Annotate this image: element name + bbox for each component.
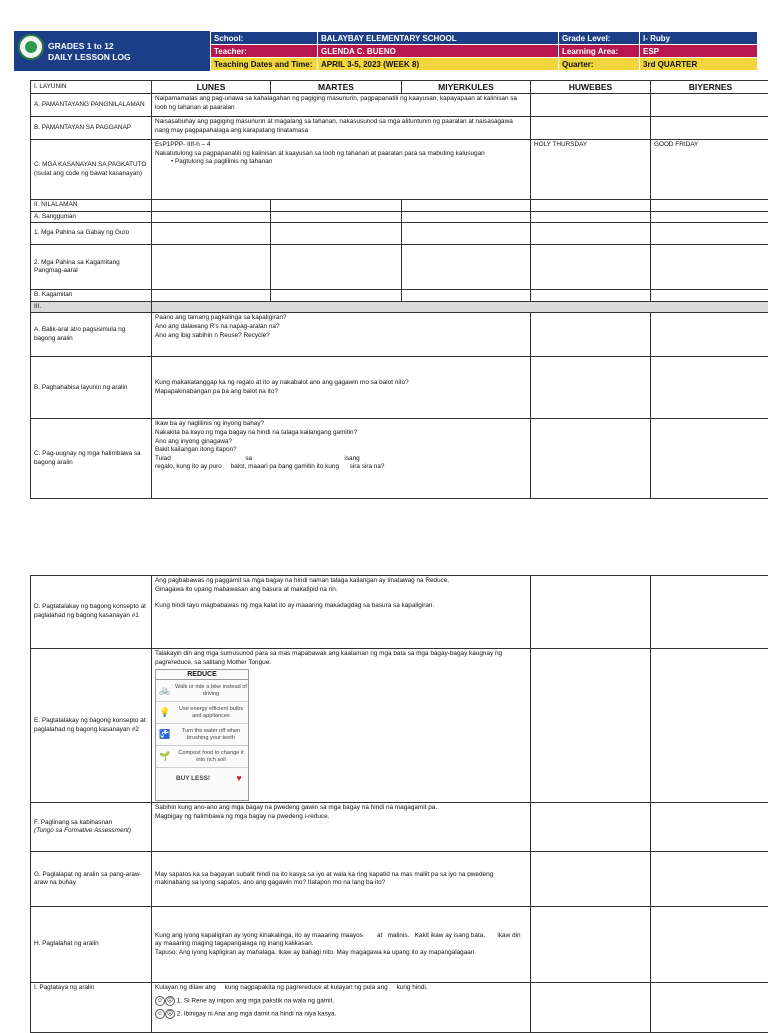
h-line: Kung ang iyong kapaligiran ay iyong kinakalinga, ito ay maaaring maayos at malinis. Kakit ikaw ay isang bata, ikaw din ay maaaring maging tagapangalaga ng inang kalikasan.	[155, 932, 527, 949]
empty-cell	[531, 983, 651, 1033]
faucet-icon: 🚰	[156, 730, 174, 739]
quarter-value: 3rd QUARTER	[640, 58, 758, 71]
kasanayan-code: EsP1PPP- IIIf-h – 4	[155, 141, 527, 150]
reduce-item-text: Compost food to change it into rich soil	[174, 750, 248, 762]
smiley-icon: ☺	[155, 996, 165, 1006]
ugnay-line: Tulad sa isang	[155, 455, 527, 464]
pagtalakay-2-text	[152, 649, 531, 803]
nilalaman-heading: II. NILALAMAN	[31, 200, 152, 212]
grade-label: Grade Level:	[559, 32, 640, 45]
empty-cell	[531, 803, 651, 852]
pagtalakay-2-label: E. Pagtatalakay ng bagong konsepto at paglalahad ng bagong kasanayan #2	[31, 649, 152, 803]
empty-cell	[531, 649, 651, 803]
reduce-title: REDUCE	[156, 670, 248, 680]
paghahabisa-label: B. Paghahabisa layunin ng aralin	[31, 357, 152, 419]
empty-cell	[531, 852, 651, 907]
empty-cell	[271, 245, 402, 290]
balik-line: Ano ang ibig sabihin n Reuse? Recycle?	[155, 332, 527, 341]
iii-heading: III.	[31, 301, 152, 313]
empty-cell	[531, 313, 651, 357]
pagtalakay-1-label: D. Pagtatalakay ng bagong konsepto at paglalahad ng bagong kasanayan #1	[31, 576, 152, 649]
paglalahat-text	[152, 907, 531, 983]
pagtalakay-1-text	[152, 576, 531, 649]
row-text-pamantayang: Naipamamalas ang pag-unawa sa kahalagahan ng pagiging masunurin, pagpapanatili ng kaayusan, kapayapaan at kalinisan sa loob ng tahanan at paaralan	[152, 94, 531, 117]
empty-cell	[271, 200, 402, 212]
ugnay-line: regalo, kung ito ay puro balot, maaari pa bang gamitin ito kung sira sira na?	[155, 463, 527, 472]
d-line: Kung hindi tayo magbabawas ng mga kalat ito ay maaaring makadagdag sa basura sa kapaligiran.	[155, 602, 527, 611]
deped-seal-icon	[18, 34, 44, 60]
ugnay-line: Bakit kailangan itong itapon?	[155, 446, 527, 455]
kasanayan-bullet: • Pagtulong sa paglilinis ng tahanan	[155, 158, 527, 167]
empty-cell	[651, 200, 768, 212]
pagtataya-label: I. Pagtataya ng aralin	[31, 983, 152, 1033]
bike-icon: 🚲	[156, 686, 174, 695]
i-item	[155, 996, 527, 1006]
kasanayan-text: Nakatutulong sa pagpapanatili ng kalinisan at kaayusan sa loob ng tahanan at paaralan para sa mabuting kalusugan	[155, 150, 527, 159]
day-biyernes: BIYERNES	[651, 81, 768, 94]
paglalahat-label: H. Paglalahat ng aralin	[31, 907, 152, 983]
empty-cell	[651, 223, 768, 245]
grade-value: I- Ruby	[640, 32, 758, 45]
empty-cell	[531, 245, 651, 290]
compost-icon: 🌱	[156, 752, 174, 761]
reduce-item	[156, 768, 248, 789]
reduce-item-text: BUY LESS!	[156, 776, 230, 782]
f-line: Sabihin kung ano-ano ang mga bagay na pwedeng gawin sa mga bagay na hindi na magagamit pa.	[155, 804, 527, 813]
kagamitang-heading: 2. Mga Pahina sa Kagamitang Pangmag-aaral	[31, 245, 152, 290]
reduce-item	[156, 702, 248, 724]
empty-cell	[271, 290, 402, 302]
reduce-item	[156, 746, 248, 768]
teacher-label: Teacher:	[211, 45, 318, 58]
empty-cell	[651, 245, 768, 290]
empty-cell	[531, 117, 651, 140]
b-kagamitan-heading: B. Kagamitan	[31, 290, 152, 302]
teacher-value: GLENDA C. BUENO	[318, 45, 559, 58]
empty-cell	[152, 245, 271, 290]
day-huwebes: HUWEBES	[531, 81, 651, 94]
empty-cell	[651, 419, 768, 499]
school-label: School:	[211, 32, 318, 45]
day-miyerkules: MIYERKULES	[402, 81, 531, 94]
ugnay-line: Ikaw ba ay naglilinis ng inyong bahay?	[155, 420, 527, 429]
reduce-item-text: Walk or ride a bike instead of driving	[174, 684, 248, 696]
empty-cell	[531, 223, 651, 245]
empty-cell	[152, 290, 271, 302]
holy-thursday: HOLY THURSDAY	[531, 140, 651, 200]
paghahabisa-line: Kung makakatanggap ka ng regalo at ito ay nakabalot ano ang gagawin mo sa balot nito?	[155, 379, 527, 388]
d-line: Ang pagbabawas ng paggamit sa mga bagay na hindi naman talaga kailangan ay tinatawag na Reduce.	[155, 577, 527, 586]
row-label-pagganap: B. PAMANTAYAN SA PAGGANAP	[31, 117, 152, 140]
reduce-item	[156, 724, 248, 746]
paglalapat-text: May sapatos ka sa bagayan subalit hindi na ito kasya sa iyo at wala ka ring kapatid na mas maliit pa sa iyo na pwedeng makinabang sa iyong sapatos, ano ang gagawin mo? Itatapon mo na lang ba ito?	[152, 852, 531, 907]
d-line: Ginagawa ito upang mabawasan ang basura at makatipid na rin.	[155, 586, 527, 595]
empty-cell	[651, 983, 768, 1033]
reduce-item	[156, 680, 248, 702]
empty-cell	[152, 211, 271, 223]
pag-uugnay-text	[152, 419, 531, 499]
empty-cell	[651, 576, 768, 649]
empty-cell	[152, 301, 768, 313]
reduce-item-text: Use energy efficient bulbs and appliances	[174, 706, 248, 718]
pag-uugnay-label: C. Pag-uugnay ng mga halimbawa sa bagong aralin	[31, 419, 152, 499]
kasanayan-bullet-text: Pagtulong sa paglilinis ng tahanan	[175, 158, 272, 165]
empty-cell	[531, 211, 651, 223]
empty-cell	[531, 419, 651, 499]
dates-label: Teaching Dates and Time:	[211, 58, 318, 71]
empty-cell	[651, 803, 768, 852]
empty-cell	[402, 290, 531, 302]
day-lunes: LUNES	[152, 81, 271, 94]
heart-icon: ♥	[230, 774, 248, 783]
empty-cell	[152, 200, 271, 212]
h-line: Tapuso: Ang iyong kapligiran ay mahalaga. Ikaw ay bahagi nito. May magagawa ka upang ito ay mapangalagaan.	[155, 949, 527, 958]
day-martes: MARTES	[271, 81, 402, 94]
empty-cell	[402, 245, 531, 290]
quarter-label: Quarter:	[559, 58, 640, 71]
empty-cell	[651, 211, 768, 223]
balik-line: Ano ang dalawang R's na napag-aralan na?	[155, 323, 527, 332]
empty-cell	[651, 907, 768, 983]
sad-face-icon: ☹	[165, 996, 175, 1006]
sad-face-icon: ☹	[165, 1009, 175, 1019]
sanggunian-heading: A. Sanggunian	[31, 211, 152, 223]
paglinang-label	[31, 803, 152, 852]
i-item-text: 1. Si Rene ay inipon ang mga pakstik na wala ng gamit.	[177, 997, 334, 1004]
smiley-icon: ☺	[155, 1009, 165, 1019]
empty-cell	[152, 223, 271, 245]
f-line: Magbigay ng halimbawa ng mga bagay na pwedeng i-reduce.	[155, 813, 527, 822]
empty-cell	[271, 223, 402, 245]
paglalapat-label: G. Paglalapat ng aralin sa pang-araw-araw na buhay	[31, 852, 152, 907]
row-text-pagganap: Naisasabuhay ang pagiging masunurin at magalang sa tahanan, nakasusunod sa mga alituntunin ng paaralan at naisasagawa nang may pagpapahalaga ang karapatang tinatamasa	[152, 117, 531, 140]
ugnay-line: Ano ang inyong ginagawa?	[155, 438, 527, 447]
empty-cell	[651, 852, 768, 907]
row-text-kasanayan	[152, 140, 531, 200]
balik-aral-label: A. Balik-aral at/o pagsisimula ng bagong aralin	[31, 313, 152, 357]
paglinang-label-sub: (Tungo sa Formative Assessment)	[34, 827, 148, 836]
area-label: Learning Area:	[559, 45, 640, 58]
i-item-text: 2. Ibinigay ni Ana ang mga damit na hindi na niya kasya.	[177, 1011, 337, 1018]
paghahabisa-line: Mapapakinabangan pa ba ang balot na ito?	[155, 388, 527, 397]
empty-cell	[531, 290, 651, 302]
e-line: Talakayin din ang mga sumusunod para sa mas mapabawak ang kaalaman ng mga bata sa mga bagay-bagay kaugnay ng pagrereduce. sa salitang Mother Tongue.	[155, 650, 527, 667]
area-value: ESP	[640, 45, 758, 58]
dates-value: APRIL 3-5, 2023 (WEEK 8)	[318, 58, 559, 71]
pagtataya-text	[152, 983, 531, 1033]
good-friday: GOOD FRIDAY	[651, 140, 768, 200]
empty-cell	[651, 290, 768, 302]
empty-cell	[402, 223, 531, 245]
empty-cell	[271, 211, 402, 223]
bulb-icon: 💡	[156, 708, 174, 717]
empty-cell	[651, 649, 768, 803]
title-line-2: DAILY LESSON LOG	[48, 52, 131, 63]
empty-cell	[531, 200, 651, 212]
reduce-item-text: Turn the water off when brushing your teeth	[174, 728, 248, 740]
row-label-pamantayang: A. PAMANTAYANG PANGNILALAMAN	[31, 94, 152, 117]
empty-cell	[531, 907, 651, 983]
i-line: Kulayan ng dilaw ang kung nagpapakita ng pagrereduce at kulayan ng pula ang kung hindi.	[155, 984, 527, 993]
empty-cell	[531, 357, 651, 419]
i-item	[155, 1009, 527, 1019]
reduce-infographic	[155, 669, 249, 801]
empty-cell	[651, 357, 768, 419]
header-info-table	[210, 31, 758, 71]
row-label-kasanayan: C. MGA KASANAYAN SA PAGKATUTO (Isulat ang code ng bawat kasanayan)	[31, 140, 152, 200]
gabay-heading: 1. Mga Pahina sa Gabay ng Guro	[31, 223, 152, 245]
empty-cell	[531, 576, 651, 649]
paglinang-label-text: F. Paglinang sa kabihasnan	[34, 819, 148, 828]
empty-cell	[651, 94, 768, 117]
empty-cell	[402, 211, 531, 223]
school-value: BALAYBAY ELEMENTARY SCHOOL	[318, 32, 559, 45]
layunin-heading: I. LAYUNIN	[31, 81, 152, 94]
title-line-1: GRADES 1 to 12	[48, 41, 131, 52]
empty-cell	[402, 200, 531, 212]
lesson-table-top	[30, 80, 768, 499]
empty-cell	[651, 117, 768, 140]
ugnay-line: Nakakita ba kayo ng mga bagay na hindi na talaga kailangang gamitin?	[155, 429, 527, 438]
empty-cell	[531, 94, 651, 117]
balik-aral-text	[152, 313, 531, 357]
paglinang-text	[152, 803, 531, 852]
balik-line: Paano ang tamang pagkalinga sa kapaligiran?	[155, 314, 527, 323]
paghahabisa-text	[152, 357, 531, 419]
empty-cell	[651, 313, 768, 357]
dll-title	[48, 41, 131, 63]
lesson-table-bottom	[30, 575, 768, 1033]
